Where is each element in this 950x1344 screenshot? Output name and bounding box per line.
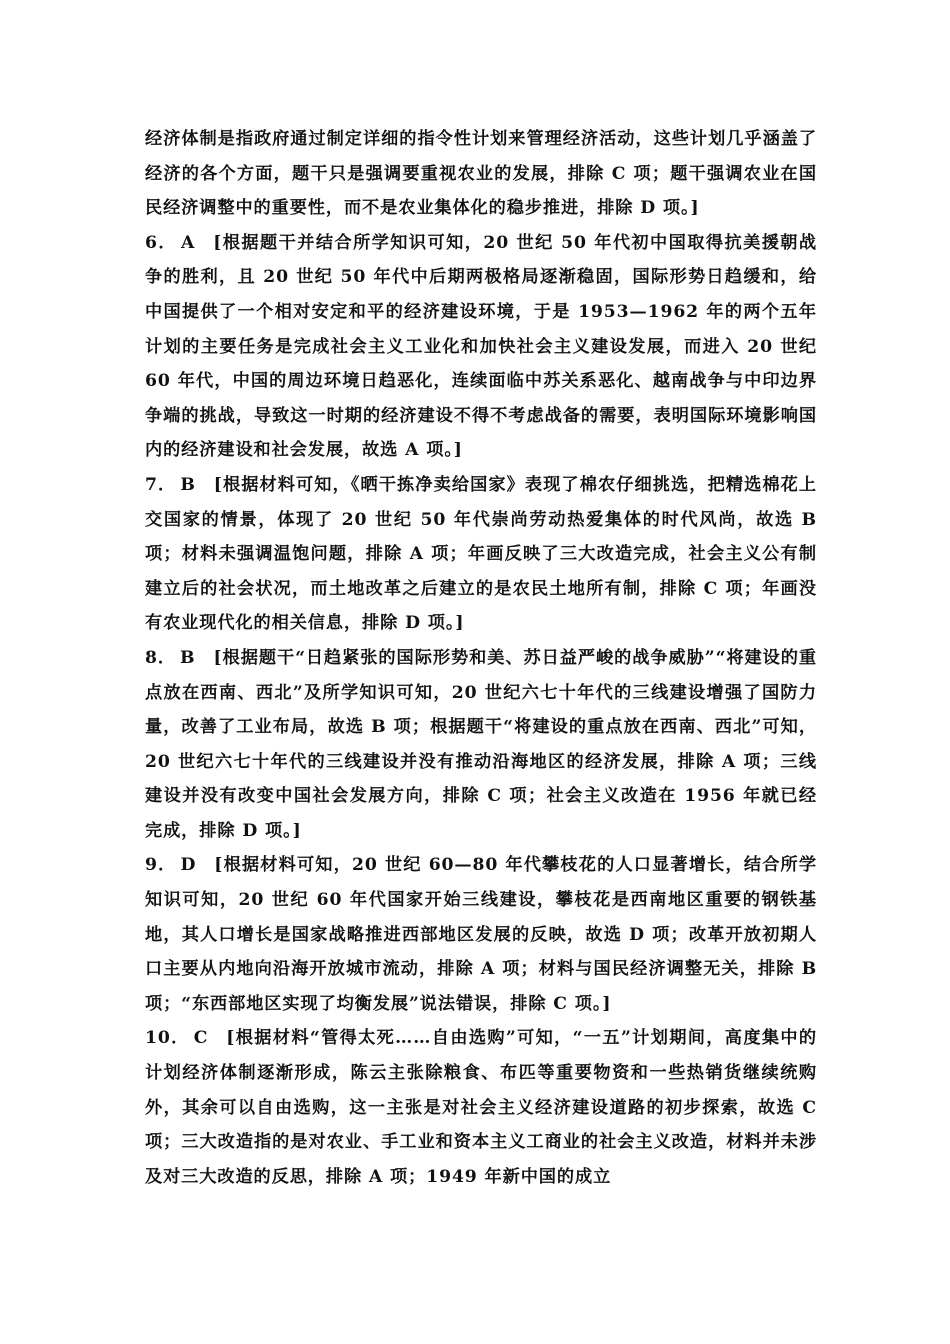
explanation-text: [根据材料可知，《晒干拣净卖给国家》表现了棉农仔细挑选，把精选棉花上交国家的情景，体现了 20 世纪 50 年代崇尚劳动热爱集体的时代风尚，故选 B 项；材料未强调温饱问题，排除 A 项；年画反映了三大改造完成，社会主义公有制建立后的社会状况，而土地改革之后建立的是农民土地所有制，排除 C 项；年画没有农业现代化的相关信息，排除 D 项。]: [145, 474, 817, 634]
question-number: 10．: [145, 1028, 190, 1049]
answer-item-6: [145, 226, 817, 468]
answer-item-7: [145, 468, 817, 641]
answer-letter: C: [193, 1028, 209, 1049]
question-number: 7．: [145, 474, 177, 495]
paragraph-text: 经济体制是指政府通过制定详细的指令性计划来管理经济活动，这些计划几乎涵盖了经济的各个方面，题干只是强调要重视农业的发展，排除 C 项；题干强调农业在国民经济调整中的重要性，而不是农业集体化的稳步推进，排除 D 项。]: [145, 129, 817, 219]
answer-letter: B: [180, 474, 196, 495]
explanation-text: [根据材料“管得太死……自由选购”可知，“一五”计划期间，高度集中的计划经济体制逐渐形成，陈云主张除粮食、布匹等重要物资和一些热销货继续统购外，其余可以自由选购，这一主张是对社会主义经济建设道路的初步探索，故选 C 项；三大改造指的是对农业、手工业和资本主义工商业的社会主义改造，材料并未涉及对三大改造的反思，排除 A 项；1949 年新中国的成立: [145, 1028, 817, 1187]
paragraph-continuation: [145, 122, 817, 226]
answer-item-8: [145, 641, 817, 849]
explanation-text: [根据题干“日趋紧张的国际形势和美、苏日益严峻的战争威胁”“将建设的重点放在西南、西北”及所学知识可知，20 世纪六七十年代的三线建设增强了国防力量，改善了工业布局，故选 B 项；根据题干“将建设的重点放在西南、西北”可知，20 世纪六七十年代的三线建设并没有推动沿海地区的经济发展，排除 A 项；三线建设并没有改变中国社会发展方向，排除 C 项；社会主义改造在 1956 年就已经完成，排除 D 项。]: [145, 647, 818, 841]
answer-letter: A: [181, 232, 196, 253]
question-number: 9．: [145, 855, 177, 876]
answer-item-9: [145, 848, 817, 1021]
explanation-text: [根据材料可知，20 世纪 60—80 年代攀枝花的人口显著增长，结合所学知识可知，20 世纪 60 年代国家开始三线建设，攀枝花是西南地区重要的钢铁基地，其人口增长是国家战略推进西部地区发展的反映，故选 D 项；改革开放初期人口主要从内地向沿海开放城市流动，排除 A 项；材料与国民经济调整无关，排除 B 项；“东西部地区实现了均衡发展”说法错误，排除 C 项。]: [145, 855, 817, 1014]
answer-letter: B: [180, 647, 196, 668]
answer-explanations: [145, 122, 817, 1194]
question-number: 8．: [145, 647, 177, 668]
question-number: 6．: [145, 232, 177, 253]
answer-letter: D: [180, 855, 197, 876]
explanation-text: [根据题干并结合所学知识可知，20 世纪 50 年代初中国取得抗美援朝战争的胜利，且 20 世纪 50 年代中后期两极格局逐渐稳固，国际形势日趋缓和，给中国提供了一个相对安定和平的经济建设环境，于是 1953—1962 年的两个五年计划的主要任务是完成社会主义工业化和加快社会主义建设发展，而进入 20 世纪 60 年代，中国的周边环境日趋恶化，连续面临中苏关系恶化、越南战争与中印边界争端的挑战，导致这一时期的经济建设不得不考虑战备的需要，表明国际环境影响国内的经济建设和社会发展，故选 A 项。]: [145, 232, 817, 461]
answer-item-10: [145, 1021, 817, 1194]
